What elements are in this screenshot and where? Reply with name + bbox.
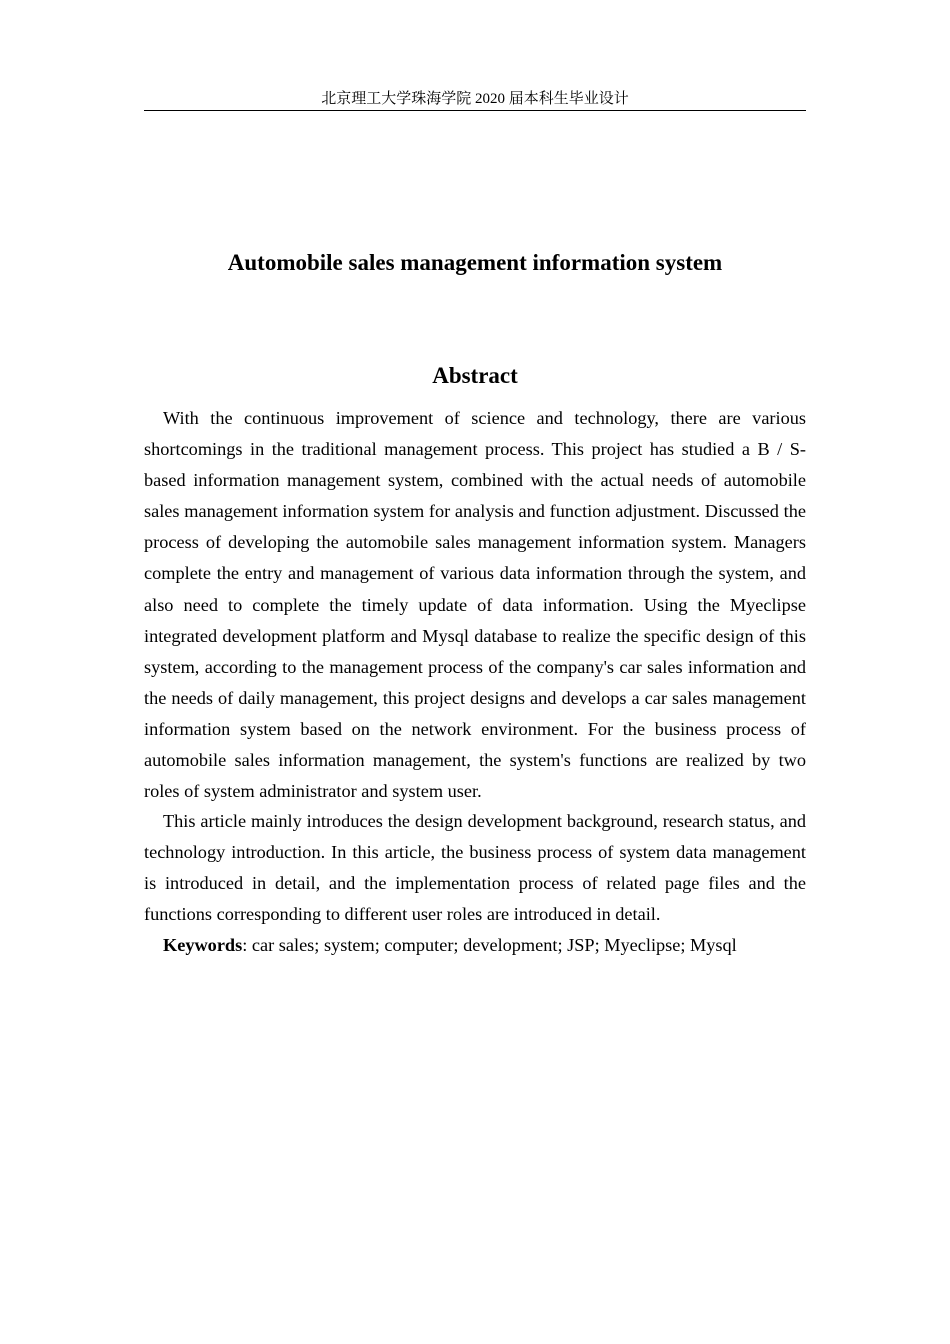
abstract-paragraph-2: This article mainly introduces the design development background, research status, and technology introduction. In this article, the business process of system data management is introduced in detail, and the implementation process of related page files and the functions corresponding to different user roles are introduced in detail. xyxy=(144,810,806,924)
running-header: 北京理工大学珠海学院 2020 届本科生毕业设计 xyxy=(321,91,629,107)
abstract-paragraph-1: With the continuous improvement of science and technology, there are various shortcomings in the traditional management process. This project has studied a B / S-based information management system, combined with the actual needs of automobile sales management information system for analysis and function adjustment. Discussed the process of developing the automobile sales management information system. Managers complete the entry and management of various data information through the system, and also need to complete the timely update of data information. Using the Myeclipse integrated development platform and Mysql database to realize the specific design of this system, according to the management process of the company's car sales information and the needs of daily management, this project designs and develops a car sales management information system based on the network environment. For the business process of automobile sales information management, the system's functions are realized by two roles of system administrator and system user. xyxy=(144,408,806,802)
abstract-heading: Abstract xyxy=(432,363,518,388)
header-rule xyxy=(144,110,806,111)
paper-title: Automobile sales management information system xyxy=(227,250,723,275)
keywords-text: car sales; system; computer; development; JSP; Myeclipse; Mysql xyxy=(251,935,737,956)
keywords-separator: : xyxy=(242,935,252,956)
abstract-body xyxy=(144,403,806,961)
keywords-line xyxy=(144,930,806,961)
keywords-label: Keywords xyxy=(163,935,243,956)
